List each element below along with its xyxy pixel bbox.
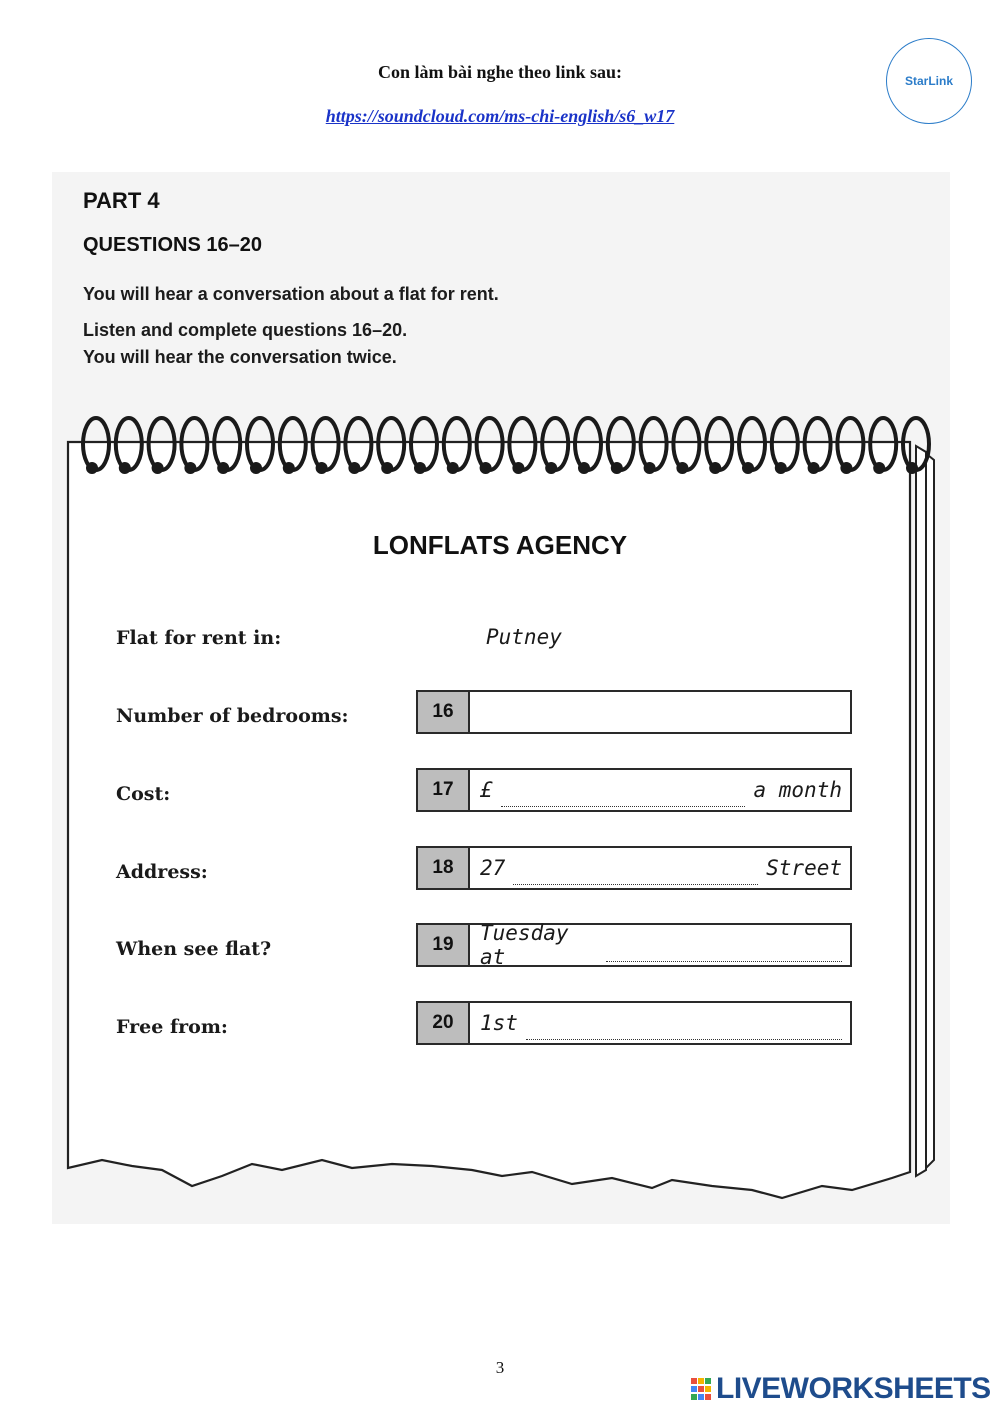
ring-hole [842,464,850,472]
agency-title: LONFLATS AGENCY [372,530,628,560]
address-label: Address: [116,861,208,883]
ring-hole [318,464,326,472]
ring-hole [186,464,194,472]
ring-hole [613,464,621,472]
part-title: PART 4 [83,188,160,213]
ring-hole [580,464,588,472]
page-number: 3 [495,1358,505,1377]
address-prefix: 27 [480,856,506,880]
ring-hole [383,464,391,472]
free-from-prefix: 1st [480,1011,518,1035]
ring-hole [350,464,358,472]
starlink-logo [886,38,972,124]
answer-box-18 [416,846,852,890]
question-number: 16 [418,692,470,732]
cost-prefix: £ [480,778,493,802]
bedrooms-input[interactable] [480,696,842,728]
liveworksheets-brand: LIVEWORKSHEETS [716,1372,991,1405]
ring-hole [219,464,227,472]
ring-hole [678,464,686,472]
cost-suffix: a month [753,778,842,802]
question-number: 17 [418,770,470,810]
ring-hole [88,464,96,472]
question-number: 18 [418,848,470,888]
ring-hole [547,464,555,472]
instruction-line: You will hear a conversation about a flat for rent. [83,284,499,304]
ring-hole [875,464,883,472]
answer-box-20 [416,1001,852,1045]
cost-input[interactable] [501,774,746,807]
viewing-label: When see flat? [116,938,272,960]
ring-hole [711,464,719,472]
question-number: 20 [418,1003,470,1043]
header-instruction: Con làm bài nghe theo link sau: [377,62,623,82]
ring-hole [744,464,752,472]
instruction-line: Listen and complete questions 16–20. [83,320,408,340]
ring-hole [908,464,916,472]
logo-text: StarLink [904,74,953,88]
ring-hole [416,464,424,472]
ring-hole [154,464,162,472]
liveworksheets-logo [690,1372,991,1406]
ring-hole [810,464,818,472]
free-from-label: Free from: [116,1016,228,1038]
ring-hole [482,464,490,472]
flat-label: Flat for rent in: [116,627,282,649]
ring-hole [449,464,457,472]
answer-box-19 [416,923,852,967]
soundcloud-link[interactable]: https://soundcloud.com/ms-chi-english/s6_w17 [325,106,675,126]
ring-hole [252,464,260,472]
answer-box-17 [416,768,852,812]
ring-hole [285,464,293,472]
viewing-input[interactable] [606,929,842,962]
liveworksheets-icon [690,1376,712,1402]
question-number: 19 [418,925,470,965]
ring-hole [514,464,522,472]
ring-hole [777,464,785,472]
instruction-line: You will hear the conversation twice. [83,347,397,367]
answer-box-16 [416,690,852,734]
ring-hole [121,464,129,472]
address-suffix: Street [766,856,842,880]
bedrooms-label: Number of bedrooms: [116,705,349,727]
questions-title: QUESTIONS 16–20 [83,234,262,256]
address-input[interactable] [513,852,758,885]
free-from-input[interactable] [526,1007,842,1040]
cost-label: Cost: [116,783,171,805]
flat-value: Putney [486,625,562,649]
viewing-prefix: Tuesday at [480,921,569,969]
ring-hole [646,464,654,472]
